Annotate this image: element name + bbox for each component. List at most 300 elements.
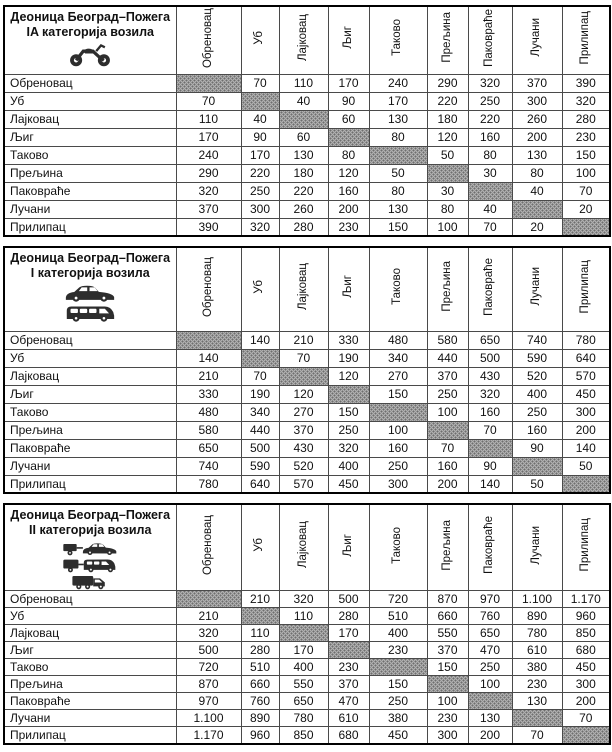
price-cell: 80 — [369, 128, 427, 146]
van-trailer-icon — [60, 557, 120, 573]
price-cell: 370 — [279, 421, 328, 439]
row-label: Прељина — [4, 676, 176, 693]
column-header-label: Лучани — [530, 267, 543, 307]
price-cell: 320 — [468, 385, 512, 403]
price-cell: 330 — [176, 385, 241, 403]
price-cell: 70 — [279, 349, 328, 367]
price-cell: 20 — [512, 218, 562, 236]
price-cell: 150 — [562, 146, 610, 164]
diagonal-cell — [176, 74, 241, 92]
column-header-8 — [512, 247, 562, 331]
price-cell: 780 — [562, 331, 610, 349]
price-cell: 650 — [468, 331, 512, 349]
price-cell: 220 — [279, 182, 328, 200]
table-row — [4, 457, 610, 475]
price-cell: 520 — [512, 367, 562, 385]
column-header-2 — [241, 504, 279, 591]
price-cell: 850 — [279, 727, 328, 744]
price-cell: 390 — [176, 218, 241, 236]
price-cell: 1.100 — [176, 710, 241, 727]
table-row — [4, 385, 610, 403]
price-cell: 660 — [427, 608, 468, 625]
column-header-label: Прилипац — [579, 260, 591, 314]
price-cell: 550 — [427, 625, 468, 642]
table-row — [4, 331, 610, 349]
price-cell: 190 — [241, 385, 279, 403]
table-row — [4, 591, 610, 608]
price-cell: 500 — [176, 642, 241, 659]
price-cell: 780 — [279, 710, 328, 727]
price-cell: 30 — [427, 182, 468, 200]
price-cell: 170 — [369, 92, 427, 110]
price-cell: 160 — [468, 128, 512, 146]
price-cell: 270 — [279, 403, 328, 421]
price-cell: 390 — [562, 74, 610, 92]
price-cell: 170 — [176, 128, 241, 146]
price-cell: 510 — [369, 608, 427, 625]
price-cell: 960 — [562, 608, 610, 625]
price-cell: 260 — [279, 200, 328, 218]
vehicle-icon-stack — [5, 283, 176, 322]
row-label: Таково — [4, 146, 176, 164]
price-cell: 60 — [279, 128, 328, 146]
column-header-7 — [468, 6, 512, 74]
column-header-label: Прељина — [440, 261, 453, 313]
price-cell: 440 — [241, 421, 279, 439]
price-cell: 70 — [176, 92, 241, 110]
price-cell: 90 — [241, 128, 279, 146]
motorcycle-icon — [67, 42, 113, 67]
column-header-7 — [468, 504, 512, 591]
table-row — [4, 92, 610, 110]
section-title: Деоница Београд–Пожега — [10, 508, 171, 522]
price-cell: 850 — [562, 625, 610, 642]
price-cell: 130 — [468, 710, 512, 727]
price-cell: 70 — [241, 74, 279, 92]
table-row — [4, 475, 610, 493]
price-cell: 260 — [512, 110, 562, 128]
price-cell: 780 — [176, 475, 241, 493]
price-cell: 300 — [512, 92, 562, 110]
price-cell: 230 — [369, 642, 427, 659]
price-cell: 200 — [512, 128, 562, 146]
table-row — [4, 625, 610, 642]
table-row — [4, 608, 610, 625]
column-header-5 — [369, 504, 427, 591]
price-cell: 170 — [241, 146, 279, 164]
table-row — [4, 182, 610, 200]
column-header-label: Лајковац — [296, 521, 309, 569]
column-header-label: Лајковац — [296, 14, 309, 62]
price-cell: 70 — [562, 710, 610, 727]
price-cell: 210 — [241, 591, 279, 608]
price-cell: 520 — [279, 457, 328, 475]
price-cell: 170 — [328, 625, 369, 642]
diagonal-cell — [369, 146, 427, 164]
price-cell: 250 — [369, 457, 427, 475]
column-header-label: Таково — [391, 526, 404, 564]
section-title: Деоница Београд–Пожега — [10, 251, 171, 265]
price-cell: 160 — [468, 403, 512, 421]
diagonal-cell — [562, 727, 610, 744]
column-header-label: Уб — [253, 538, 266, 552]
header-row — [4, 504, 610, 591]
price-cell: 130 — [512, 693, 562, 710]
price-cell: 250 — [328, 421, 369, 439]
row-label: Прилипац — [4, 475, 176, 493]
table-row — [4, 727, 610, 744]
column-header-label: Обреновац — [201, 514, 214, 576]
price-cell: 570 — [279, 475, 328, 493]
table-row — [4, 110, 610, 128]
price-cell: 640 — [562, 349, 610, 367]
table-row — [4, 128, 610, 146]
price-cell: 150 — [369, 218, 427, 236]
table-row — [4, 164, 610, 182]
table-title-cell — [4, 504, 176, 591]
price-cell: 110 — [241, 625, 279, 642]
van-icon — [64, 303, 116, 322]
column-header-4 — [328, 504, 369, 591]
row-label: Љиг — [4, 128, 176, 146]
diagonal-cell — [427, 421, 468, 439]
truck-icon — [68, 574, 112, 590]
row-label: Обреновац — [4, 591, 176, 608]
price-cell: 210 — [176, 367, 241, 385]
price-cell: 120 — [328, 367, 369, 385]
price-cell: 160 — [512, 421, 562, 439]
price-cell: 150 — [369, 385, 427, 403]
column-header-label: Таково — [391, 268, 404, 306]
column-header-3 — [279, 504, 328, 591]
price-cell: 400 — [328, 457, 369, 475]
price-cell: 340 — [241, 403, 279, 421]
column-header-5 — [369, 6, 427, 74]
column-header-label: Љиг — [341, 533, 354, 557]
price-cell: 200 — [328, 200, 369, 218]
diagonal-cell — [279, 110, 328, 128]
column-header-1 — [176, 247, 241, 331]
diagonal-cell — [241, 92, 279, 110]
price-cell: 130 — [279, 146, 328, 164]
table-row — [4, 146, 610, 164]
column-header-4 — [328, 247, 369, 331]
column-header-2 — [241, 6, 279, 74]
price-cell: 370 — [427, 367, 468, 385]
price-cell: 100 — [369, 421, 427, 439]
price-cell: 740 — [176, 457, 241, 475]
price-cell: 680 — [328, 727, 369, 744]
car-trailer-icon — [60, 540, 120, 556]
column-header-9 — [562, 6, 610, 74]
price-cell: 200 — [468, 727, 512, 744]
diagonal-cell — [328, 642, 369, 659]
price-cell: 740 — [512, 331, 562, 349]
price-cell: 960 — [241, 727, 279, 744]
diagonal-cell — [279, 367, 328, 385]
diagonal-cell — [328, 385, 369, 403]
header-row — [4, 6, 610, 74]
price-cell: 580 — [176, 421, 241, 439]
price-cell: 660 — [241, 676, 279, 693]
column-header-label: Љиг — [341, 26, 354, 50]
price-cell: 610 — [328, 710, 369, 727]
column-header-9 — [562, 247, 610, 331]
price-cell: 370 — [512, 74, 562, 92]
price-cell: 550 — [279, 676, 328, 693]
column-header-label: Уб — [253, 30, 266, 45]
table-row — [4, 367, 610, 385]
price-cell: 320 — [468, 74, 512, 92]
price-cell: 70 — [468, 218, 512, 236]
diagonal-cell — [512, 200, 562, 218]
price-cell: 220 — [427, 92, 468, 110]
diagonal-cell — [241, 608, 279, 625]
price-cell: 250 — [369, 693, 427, 710]
column-header-label: Лајковац — [296, 263, 309, 311]
price-cell: 300 — [562, 403, 610, 421]
price-cell: 290 — [176, 164, 241, 182]
price-cell: 870 — [176, 676, 241, 693]
price-cell: 70 — [562, 182, 610, 200]
price-cell: 70 — [468, 421, 512, 439]
price-cell: 100 — [427, 403, 468, 421]
diagonal-cell — [468, 439, 512, 457]
row-label: Паковраће — [4, 439, 176, 457]
table-row — [4, 659, 610, 676]
price-cell: 510 — [241, 659, 279, 676]
diagonal-cell — [512, 457, 562, 475]
table-row — [4, 421, 610, 439]
price-cell: 280 — [328, 608, 369, 625]
price-cell: 320 — [241, 218, 279, 236]
price-cell: 480 — [369, 331, 427, 349]
price-cell: 570 — [562, 367, 610, 385]
price-cell: 80 — [512, 164, 562, 182]
diagonal-cell — [176, 591, 241, 608]
table-row — [4, 218, 610, 236]
column-header-3 — [279, 247, 328, 331]
price-cell: 760 — [468, 608, 512, 625]
price-cell: 280 — [241, 642, 279, 659]
price-cell: 590 — [512, 349, 562, 367]
price-cell: 250 — [241, 182, 279, 200]
price-cell: 580 — [427, 331, 468, 349]
price-cell: 80 — [369, 182, 427, 200]
price-cell: 500 — [468, 349, 512, 367]
price-cell: 170 — [279, 642, 328, 659]
price-cell: 240 — [369, 74, 427, 92]
price-cell: 400 — [369, 625, 427, 642]
vehicle-icon-stack — [5, 540, 176, 590]
table-row — [4, 676, 610, 693]
price-cell: 1.100 — [512, 591, 562, 608]
column-header-label: Паковраће — [483, 8, 496, 67]
diagonal-cell — [562, 475, 610, 493]
table-row — [4, 349, 610, 367]
price-cell: 890 — [512, 608, 562, 625]
price-cell: 120 — [328, 164, 369, 182]
price-cell: 20 — [562, 200, 610, 218]
column-header-6 — [427, 247, 468, 331]
column-header-label: Лучани — [530, 18, 543, 58]
diagonal-cell — [369, 659, 427, 676]
price-cell: 100 — [468, 676, 512, 693]
price-cell: 160 — [427, 457, 468, 475]
diagonal-cell — [468, 182, 512, 200]
column-header-label: Прељина — [440, 12, 453, 64]
price-cell: 450 — [562, 659, 610, 676]
price-cell: 890 — [241, 710, 279, 727]
table-row — [4, 439, 610, 457]
price-cell: 250 — [427, 385, 468, 403]
column-header-8 — [512, 6, 562, 74]
column-header-6 — [427, 6, 468, 74]
price-cell: 300 — [369, 475, 427, 493]
price-cell: 680 — [562, 642, 610, 659]
price-cell: 80 — [427, 200, 468, 218]
price-cell: 130 — [369, 200, 427, 218]
price-cell: 130 — [369, 110, 427, 128]
price-cell: 650 — [468, 625, 512, 642]
price-cell: 270 — [369, 367, 427, 385]
price-cell: 90 — [328, 92, 369, 110]
price-cell: 450 — [369, 727, 427, 744]
row-label: Паковраће — [4, 182, 176, 200]
price-cell: 240 — [176, 146, 241, 164]
price-cell: 180 — [427, 110, 468, 128]
price-cell: 650 — [279, 693, 328, 710]
price-cell: 470 — [328, 693, 369, 710]
price-cell: 250 — [468, 92, 512, 110]
table-row — [4, 710, 610, 727]
price-cell: 450 — [562, 385, 610, 403]
price-cell: 140 — [176, 349, 241, 367]
price-cell: 40 — [512, 182, 562, 200]
row-label: Љиг — [4, 385, 176, 403]
price-cell: 870 — [427, 591, 468, 608]
price-cell: 90 — [512, 439, 562, 457]
price-cell: 40 — [241, 110, 279, 128]
diagonal-cell — [512, 710, 562, 727]
price-cell: 120 — [427, 128, 468, 146]
price-cell: 30 — [468, 164, 512, 182]
price-cell: 250 — [512, 403, 562, 421]
price-cell: 430 — [468, 367, 512, 385]
price-cell: 450 — [328, 475, 369, 493]
table-row — [4, 642, 610, 659]
price-cell: 110 — [176, 110, 241, 128]
vehicle-category-title: IA категорија возила — [26, 25, 154, 39]
diagonal-cell — [562, 218, 610, 236]
price-cell: 380 — [512, 659, 562, 676]
price-cell: 70 — [512, 727, 562, 744]
column-header-label: Паковраће — [483, 516, 496, 574]
price-cell: 640 — [241, 475, 279, 493]
price-cell: 160 — [328, 182, 369, 200]
price-cell: 760 — [241, 693, 279, 710]
price-cell: 200 — [427, 475, 468, 493]
price-cell: 150 — [328, 403, 369, 421]
price-cell: 230 — [562, 128, 610, 146]
price-cell: 400 — [279, 659, 328, 676]
price-cell: 300 — [241, 200, 279, 218]
column-header-label: Прељина — [440, 519, 453, 571]
price-cell: 200 — [562, 693, 610, 710]
row-label: Прељина — [4, 421, 176, 439]
price-cell: 320 — [562, 92, 610, 110]
price-cell: 430 — [279, 439, 328, 457]
table-row — [4, 74, 610, 92]
column-header-label: Обреновац — [201, 7, 214, 68]
price-cell: 140 — [468, 475, 512, 493]
price-cell: 1.170 — [176, 727, 241, 744]
diagonal-cell — [328, 128, 369, 146]
price-cell: 780 — [512, 625, 562, 642]
price-cell: 100 — [427, 218, 468, 236]
price-cell: 440 — [427, 349, 468, 367]
diagonal-cell — [241, 349, 279, 367]
toll-table-category-i — [3, 246, 611, 494]
diagonal-cell — [427, 676, 468, 693]
price-cell: 70 — [241, 367, 279, 385]
price-cell: 370 — [427, 642, 468, 659]
price-cell: 290 — [427, 74, 468, 92]
diagonal-cell — [369, 403, 427, 421]
row-label: Лајковац — [4, 110, 176, 128]
price-cell: 150 — [427, 659, 468, 676]
column-header-label: Љиг — [341, 275, 354, 299]
price-cell: 210 — [279, 331, 328, 349]
price-cell: 280 — [279, 218, 328, 236]
vehicle-category-title: II категорија возила — [29, 523, 152, 537]
price-cell: 210 — [176, 608, 241, 625]
price-cell: 300 — [562, 676, 610, 693]
price-cell: 50 — [512, 475, 562, 493]
price-cell: 970 — [468, 591, 512, 608]
price-cell: 50 — [369, 164, 427, 182]
price-cell: 320 — [328, 439, 369, 457]
column-header-1 — [176, 504, 241, 591]
price-cell: 110 — [279, 608, 328, 625]
price-cell: 230 — [427, 710, 468, 727]
price-cell: 280 — [562, 110, 610, 128]
table-row — [4, 403, 610, 421]
row-label: Паковраће — [4, 693, 176, 710]
price-cell: 720 — [176, 659, 241, 676]
price-cell: 370 — [328, 676, 369, 693]
column-header-label: Уб — [253, 279, 266, 294]
table-row — [4, 693, 610, 710]
column-header-label: Паковраће — [483, 257, 496, 316]
price-cell: 100 — [562, 164, 610, 182]
price-cell: 60 — [328, 110, 369, 128]
price-cell: 1.170 — [562, 591, 610, 608]
price-cell: 500 — [241, 439, 279, 457]
table-title-cell — [4, 6, 176, 74]
section-title: Деоница Београд–Пожега — [10, 10, 171, 24]
diagonal-cell — [176, 331, 241, 349]
price-cell: 320 — [279, 591, 328, 608]
row-label: Лајковац — [4, 367, 176, 385]
column-header-5 — [369, 247, 427, 331]
column-header-7 — [468, 247, 512, 331]
price-cell: 220 — [468, 110, 512, 128]
price-cell: 50 — [427, 146, 468, 164]
diagonal-cell — [427, 164, 468, 182]
column-header-8 — [512, 504, 562, 591]
price-cell: 170 — [328, 74, 369, 92]
